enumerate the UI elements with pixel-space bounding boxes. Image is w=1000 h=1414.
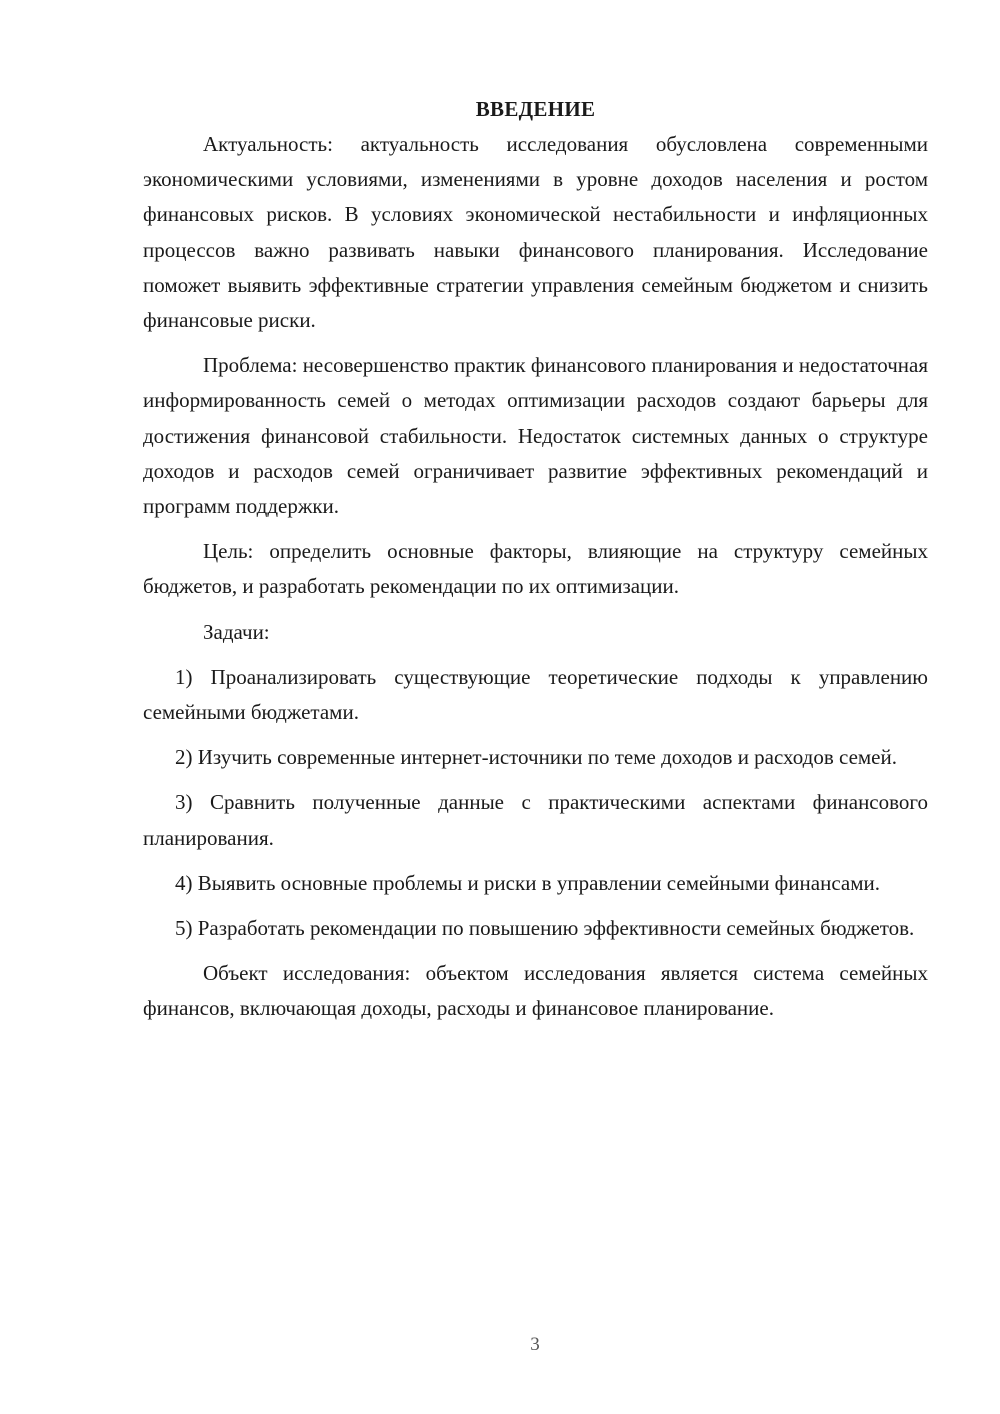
task-item-4: 4) Выявить основные проблемы и риски в управлении семейными финансами.: [175, 870, 880, 895]
page-number: 3: [530, 1334, 540, 1355]
document-page: [143, 92, 928, 1037]
problem-paragraph: Проблема: несовершенство практик финансового планирования и недостаточная информированность семей о методах оптимизации расходов создают барьеры для достижения финансовой стабильности. Недостаток системных данных о структуре доходов и расходов семей ограничивает развитие эффективных рекомендаций и программ поддержки.: [143, 353, 928, 519]
object-paragraph: Объект исследования: объектом исследования является система семейных финансов, включающая доходы, расходы и финансовое планирование.: [143, 961, 928, 1021]
tasks-heading: Задачи:: [203, 619, 270, 644]
task-item-1: 1) Проанализировать существующие теоретические подходы к управлению семейными бюджетами.: [143, 664, 928, 725]
task-item-5: 5) Разработать рекомендации по повышению эффективности семейных бюджетов.: [175, 916, 915, 941]
relevance-paragraph: Актуальность: актуальность исследования обусловлена современными экономическими условиями, изменениями в уровне доходов населения и ростом финансовых рисков. В условиях экономической нестабильности и инфляционных процессов важно развивать навыки финансового планирования. Исследование поможет выявить эффективные стратегии управления семейным бюджетом и снизить финансовые риски.: [143, 132, 928, 333]
page-title: ВВЕДЕНИЕ: [475, 97, 596, 121]
goal-paragraph: Цель: определить основные факторы, влияющие на структуру семейных бюджетов, и разработать рекомендации по их оптимизации.: [143, 539, 928, 599]
task-item-2: 2) Изучить современные интернет-источники по теме доходов и расходов семей.: [175, 745, 897, 770]
task-item-3: 3) Сравнить полученные данные с практическими аспектами финансового планирования.: [143, 790, 928, 850]
